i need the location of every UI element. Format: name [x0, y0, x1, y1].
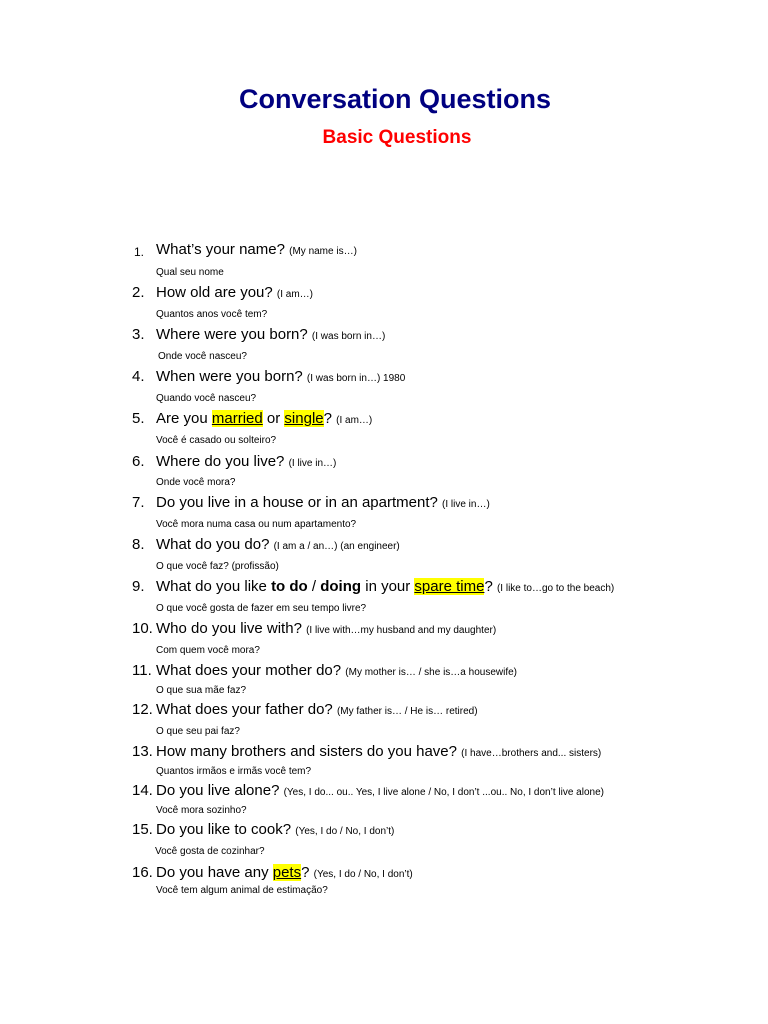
- question-text: What does your mother do?: [156, 662, 342, 679]
- question-number: 1.: [134, 245, 145, 259]
- answer-hint: (My mother is… / she is…a housewife): [345, 667, 517, 678]
- question-text: Where do you live?: [156, 453, 285, 470]
- translation: O que você faz? (profissão): [156, 561, 279, 572]
- question-number: 12.: [132, 701, 153, 718]
- question-line: [156, 578, 614, 598]
- question-number: 3.: [132, 326, 145, 343]
- translation: Você é casado ou solteiro?: [156, 435, 277, 446]
- answer-hint: (I was born in…): [311, 331, 386, 342]
- question-text: How many brothers and sisters do you have?: [156, 743, 457, 760]
- highlight-single: single: [284, 410, 324, 427]
- question-text: What do you do?: [156, 536, 270, 553]
- translation: Você mora numa casa ou num apartamento?: [156, 519, 357, 530]
- question-line: [156, 864, 413, 884]
- question-text-part: What do you like: [156, 578, 272, 595]
- question-text-part: or: [262, 410, 285, 427]
- question-text-part: in your: [361, 578, 415, 595]
- question-line: [156, 326, 385, 346]
- question-line: [156, 241, 357, 261]
- question-number: 7.: [132, 494, 145, 511]
- translation: O que sua mãe faz?: [156, 685, 247, 696]
- translation: Quantos anos você tem?: [156, 309, 268, 320]
- question-number: 2.: [132, 284, 145, 301]
- question-line: [156, 743, 601, 763]
- question-number: 11.: [132, 662, 152, 679]
- bold-doing: doing: [320, 578, 362, 595]
- answer-hint: (Yes, I do... ou.. Yes, I live alone / No, I don’t ...ou.. No, I don’t live alone): [283, 787, 604, 798]
- translation: Onde você nasceu?: [158, 351, 247, 362]
- question-text-part: Are you: [156, 410, 212, 427]
- question-line: [156, 410, 372, 430]
- answer-hint: (I am a / an…) (an engineer): [273, 541, 400, 552]
- question-text: Do you like to cook?: [156, 821, 292, 838]
- question-text: Where were you born?: [156, 326, 308, 343]
- translation: Quando você nasceu?: [156, 393, 257, 404]
- answer-hint: (My name is…): [289, 246, 357, 257]
- question-line: [156, 782, 604, 802]
- answer-hint: (I am…): [276, 289, 314, 300]
- question-line: [156, 620, 496, 640]
- answer-hint: (I was born in…) 1980: [306, 373, 406, 384]
- question-text: Do you live in a house or in an apartment?: [156, 494, 438, 511]
- question-number: 6.: [132, 453, 145, 470]
- translation: Você mora sozinho?: [156, 805, 247, 816]
- question-line: [156, 662, 517, 682]
- question-text: Do you live alone?: [156, 782, 280, 799]
- question-number: 8.: [132, 536, 145, 553]
- answer-hint: (I live in…): [442, 499, 490, 510]
- translation: Com quem você mora?: [156, 645, 260, 656]
- answer-hint: (I like to…go to the beach): [496, 583, 615, 594]
- question-line: [156, 494, 490, 514]
- question-text: What’s your name?: [156, 241, 285, 258]
- question-line: [156, 453, 336, 473]
- question-text-part: ?: [323, 410, 332, 427]
- translation: Quantos irmãos e irmãs você tem?: [156, 766, 312, 777]
- question-line: [156, 536, 400, 556]
- question-text: How old are you?: [156, 284, 273, 301]
- answer-hint: (I have…brothers and... sisters): [461, 748, 602, 759]
- question-number: 10.: [132, 620, 153, 637]
- question-number: 4.: [132, 368, 145, 385]
- page-subtitle: Basic Questions: [322, 127, 472, 148]
- answer-hint: (I am…): [336, 415, 373, 426]
- answer-hint: (I live in…): [288, 458, 337, 469]
- question-text-part: ?: [301, 864, 310, 881]
- highlight-pets: pets: [272, 864, 302, 881]
- translation: Onde você mora?: [156, 477, 236, 488]
- question-number: 9.: [132, 578, 145, 595]
- answer-hint: (Yes, I do / No, I don’t): [313, 869, 413, 880]
- question-text: Who do you live with?: [156, 620, 302, 637]
- translation: O que seu pai faz?: [156, 726, 240, 737]
- question-text-part: /: [307, 578, 321, 595]
- page-title: Conversation Questions: [238, 84, 552, 114]
- question-text: When were you born?: [156, 368, 303, 385]
- highlight-married: married: [211, 410, 263, 427]
- translation: O que você gosta de fazer em seu tempo livre?: [156, 603, 367, 614]
- translation: Você gosta de cozinhar?: [155, 846, 265, 857]
- question-number: 16.: [132, 864, 153, 881]
- highlight-spare-time: spare time: [414, 578, 485, 595]
- question-number: 13.: [132, 743, 153, 760]
- translation: Qual seu nome: [156, 267, 224, 278]
- question-number: 15.: [132, 821, 153, 838]
- answer-hint: (I live with…my husband and my daughter): [306, 625, 497, 636]
- bold-to-do: to do: [271, 578, 308, 595]
- translation: Você tem algum animal de estimação?: [156, 885, 328, 896]
- question-number: 5.: [132, 410, 145, 427]
- answer-hint: (My father is… / He is… retired): [336, 706, 478, 717]
- answer-hint: (Yes, I do / No, I don’t): [295, 826, 395, 837]
- question-line: [156, 821, 394, 841]
- question-line: [156, 368, 405, 388]
- question-text-part: Do you have any: [156, 864, 273, 881]
- question-number: 14.: [132, 782, 153, 799]
- question-text: What does your father do?: [156, 701, 333, 718]
- question-text-part: ?: [484, 578, 493, 595]
- question-line: [156, 284, 313, 304]
- question-line: [156, 701, 478, 721]
